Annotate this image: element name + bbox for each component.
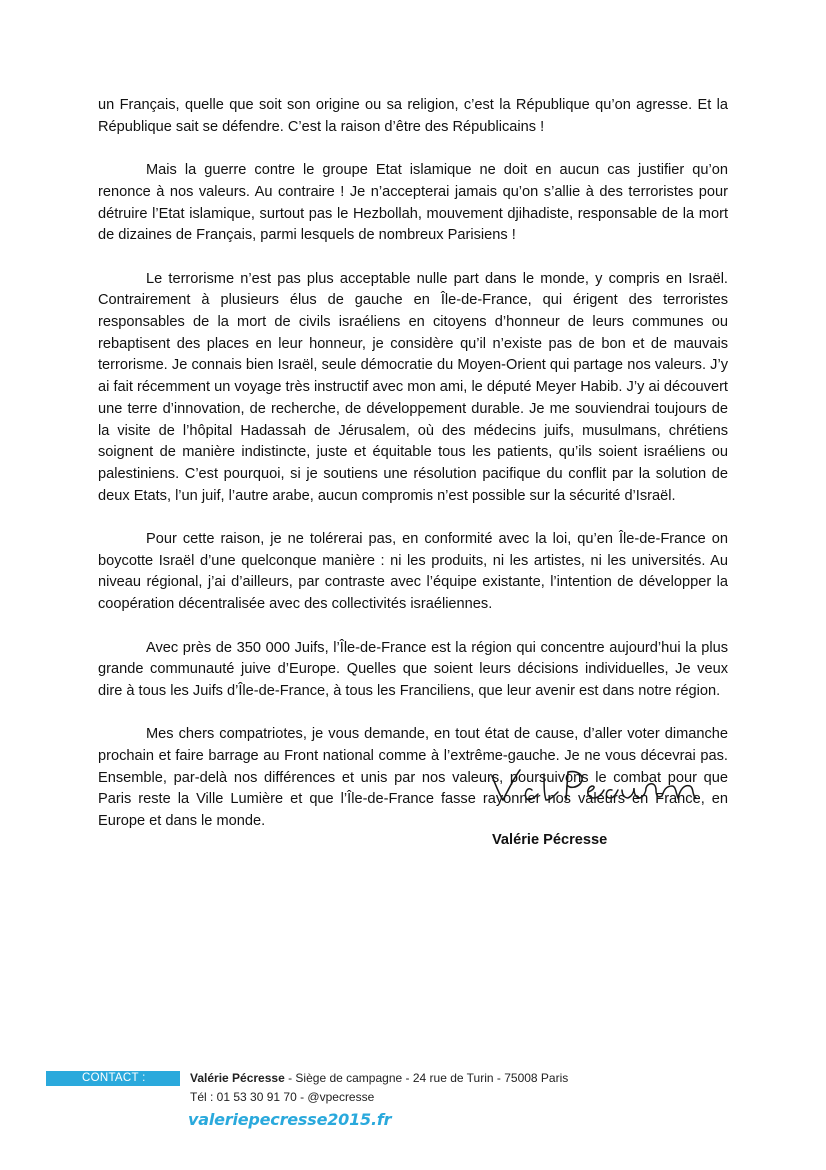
letter-paragraph: Avec près de 350 000 Juifs, l’Île-de-France est la région qui concentre aujourd’hui la plus grande communauté juive d’Europe. Quelles que soient leurs décisions individuelles, Je veux dire à tous les Juifs d’Île-de-France, à tous les Franciliens, que leur avenir est dans notre région. <box>98 639 728 699</box>
letter-paragraph: Pour cette raison, je ne tolérerai pas, en conformité avec la loi, qu’en Île-de-France on boycotte Israël d’une quelconque manière : ni les produits, ni les artistes, ni les universités. Au niveau régional, j’ai d’ailleurs, par contraste avec l’équipe existante, l’intention de développer la coopération décentralisée avec des collectivités israéliennes. <box>98 531 728 613</box>
letter-paragraph: un Français, quelle que soit son origine ou sa religion, c’est la République qu’on agresse. Et la République sait se défendre. C’est la raison d’être des Républicains ! <box>98 97 728 135</box>
contact-phone: Tél : 01 53 30 91 70 - @vpecresse <box>190 1090 375 1104</box>
contact-name: Valérie Pécresse <box>190 1071 285 1085</box>
contact-address: - Siège de campagne - 24 rue de Turin - 75008 Paris <box>284 1071 569 1085</box>
letter-body <box>98 95 728 855</box>
letter-paragraph: Le terrorisme n’est pas plus acceptable nulle part dans le monde, y compris en Israël. Contrairement à plusieurs élus de gauche en Île-de-France, qui érigent des terroristes responsables de la mort de civils israéliens en citoyens d’honneur de leurs communes ou rebaptisent des places en leur honneur, je considère qu’il n’existe pas de bon et de mauvais terrorisme. Je connais bien Israël, seule démocratie du Moyen-Orient qui partage nos valeurs. J’y ai fait récemment un voyage très instructif avec mon ami, le député Meyer Habib. J’y ai découvert une terre d’innovation, de recherche, de développement durable. Je me souviendrai toujours de la visite de l’hôpital Hadassah de Jérusalem, où des médecins juifs, musulmans, chrétiens soignent de manière indistincte, juste et équitable tous les patients, qu’ils soient israéliens ou palestiniens. C’est pourquoi, si je soutiens une résolution pacifique du conflit par la solution de deux Etats, l’un juif, l’autre arabe, aucun compromis n’est possible sur la sécurité d’Israël. <box>98 270 728 504</box>
letter-paragraph: Mais la guerre contre le groupe Etat islamique ne doit en aucun cas justifier qu’on renonce à nos valeurs. Au contraire ! Je n’accepterai jamais qu’on s’allie à des terroristes pour détruire l’Etat islamique, surtout pas le Hezbollah, mouvement djihadiste, responsable de la mort de dizaines de Français, parmi lesquels de nombreux Parisiens ! <box>98 162 728 244</box>
contact-address-line <box>190 1071 568 1086</box>
signer-name: Valérie Pécresse <box>492 832 608 848</box>
letter-paragraph: Mes chers compatriotes, je vous demande, en tout état de cause, d’aller voter dimanche prochain et faire barrage au Front national comme à l’extrême-gauche. Je ne vous décevrai pas. Ensemble, par-delà nos différences et unis par nos valeurs, poursuivons le combat pour que Paris reste la Ville Lumière et que l’Île-de-France fasse rayonner nos valeurs en France, en Europe et dans le monde. <box>98 726 728 830</box>
contact-label: CONTACT : <box>46 1071 180 1086</box>
website-link[interactable]: valeriepecresse2015.fr <box>188 1110 392 1129</box>
handwritten-signature <box>486 760 706 806</box>
